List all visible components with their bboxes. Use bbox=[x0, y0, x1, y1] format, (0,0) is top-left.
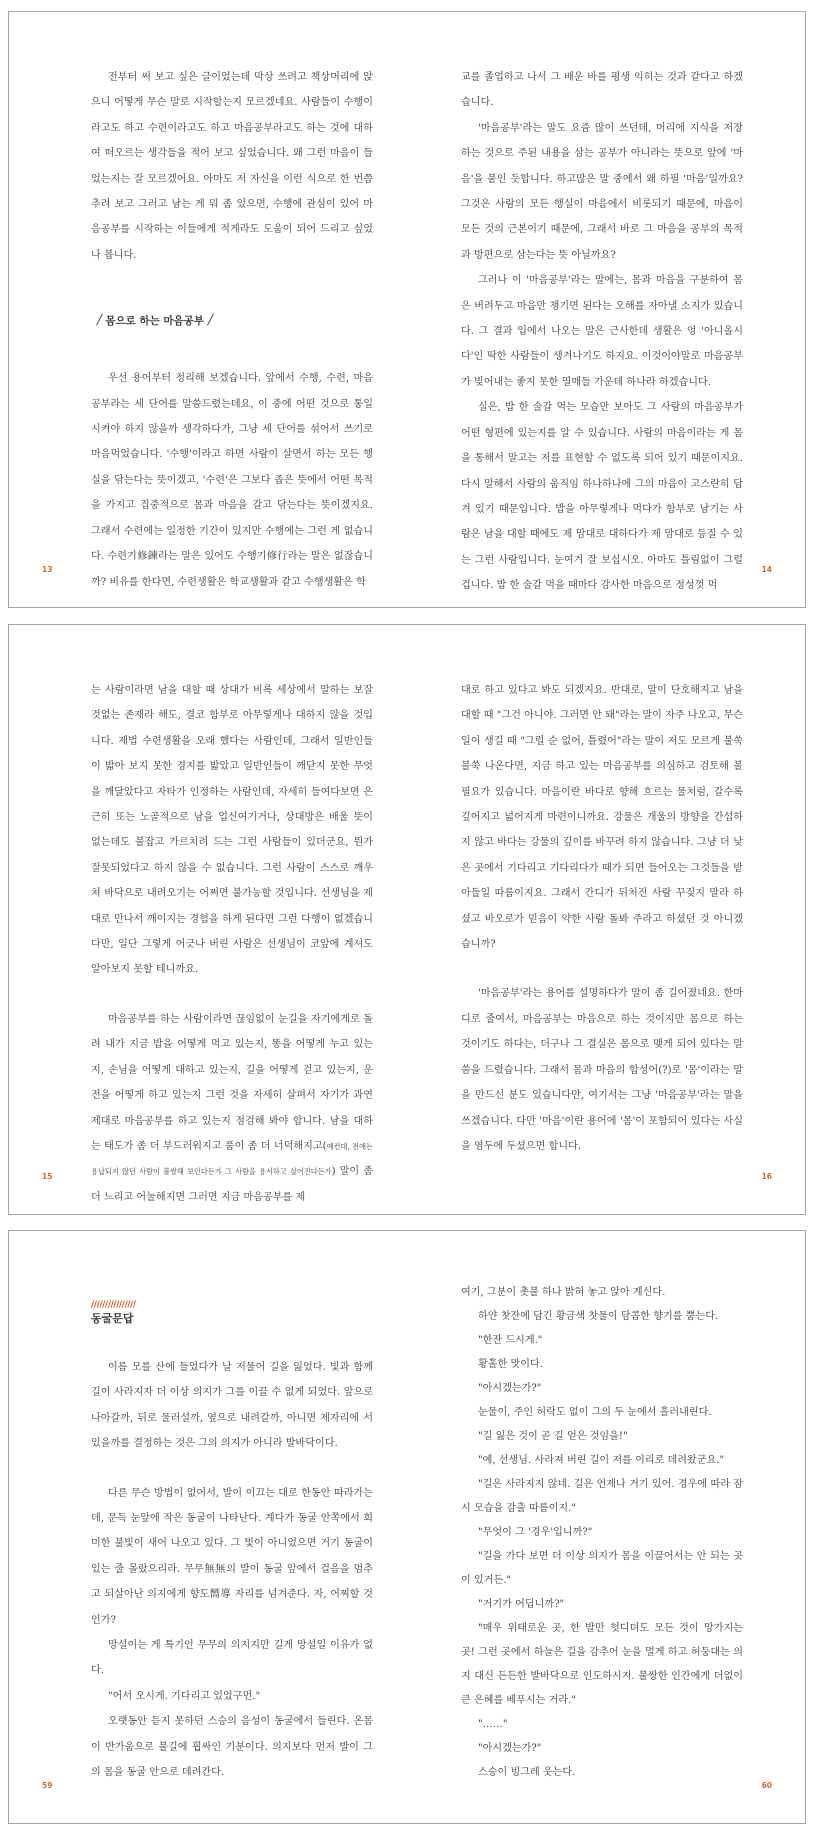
inline-small-note: 예컨대, 전에는 용납되지 않던 사람이 불쌍해 보인다든가 그 사람을 용서하고 싶어진다든가 bbox=[91, 1141, 373, 1177]
page-spread-15-16 bbox=[8, 624, 806, 1215]
paragraph: 실은, 밥 한 술갈 먹는 모습만 보아도 그 사람의 마음공부가 어떤 형편에 있는지를 알 수 있습니다. 사람의 마음이라는 게 몸을 통해서 말고는 저를 표현할 수 없도록 되어 있기 때문이지요. 다시 말해서 사람의 움직임 하나하나에 그의 마음이 고스란히 담겨 있기 때문입니다. 밥을 아무렇게나 먹다가 함부로 남기는 사람은 남을 대할 때에도 제 맘대로 대하다가 제 맘대로 등질 수 있는 그런 사람입니다. 눈여겨 잘 보십시오. 아마도 틀림없이 그럴 겁니다. 밥 한 술갈 먹을 때마다 감사한 마음으로 정성껏 먹 bbox=[461, 402, 743, 592]
intro-paragraph: 전부터 써 보고 싶은 글이었는데 막상 쓰려고 책상머리에 앉으니 어떻게 무슨 말로 시작할는지 모르겠네요. 사람들이 수행이라고도 하고 수련이라고도 하고 마음공부라고도 하는 것에 대하여 떠오르는 생각들을 적어 보고 싶었습니다. 왜 그런 마음이 들었는지는 잘 모르겠어요. 아마도 저 자신을 이런 식으로 한 번쯤 추려 보고 그러고 남는 게 뭐 좀 있으면, 수행에 관심이 있어 마음공부를 시작하는 이들에게 적게라도 도움이 되어 드리고 싶었나 봅니다. bbox=[91, 72, 373, 261]
dialog-line: "……" bbox=[478, 1719, 508, 1730]
paragraph: 그러나 이 '마음공부'라는 말에는, 몸과 마음을 구분하여 몸은 버려두고 마음만 챙기면 된다는 오해를 자아낼 소지가 있습니다. 그 결과 입에서 나오는 말은 근사한데 생활은 엉 '아니올시다'인 딱한 사람들이 생겨나기도 하지요. 이것이야말로 마음공부가 빚어내는 좋지 못한 열매들 가운데 하나라 하겠습니다. bbox=[461, 275, 743, 388]
paragraph: "어서 오시게. 기다리고 있었구먼." bbox=[108, 1690, 261, 1702]
page-59-text bbox=[91, 1299, 373, 1786]
heading-slash-right: / bbox=[205, 312, 215, 329]
dialog-line: "무엇이 그 '경우'입니까?" bbox=[478, 1527, 593, 1538]
dialog-line: 스승이 빙그레 웃는다. bbox=[478, 1767, 576, 1778]
dialog-line: "길은 사라지지 않네. 길은 언제나 거기 있어. 경우에 따라 잠시 모습을 감출 따름이지." bbox=[461, 1479, 743, 1514]
page-15-text bbox=[91, 678, 373, 1210]
dialog-line: "매우 위태로운 곳, 한 발만 헛디뎌도 모든 것이 망가지는 곳! 그런 곳에서 하늘은 길을 감추어 눈을 멀게 하고 허둥대는 의지 대신 든든한 발바닥으로 인도하시지. 불쌍한 인간에게 더없이 큰 은혜를 베푸시는 거라." bbox=[461, 1623, 743, 1706]
page-number: 60 bbox=[761, 1781, 772, 1790]
dialog-line: "거기가 어딥니까?" bbox=[478, 1599, 565, 1610]
dialog-line: 여기, 그분이 촛불 하나 밝혀 놓고 앉아 계신다. bbox=[461, 1287, 666, 1298]
page-number: 13 bbox=[42, 565, 53, 574]
page-16-text bbox=[461, 678, 743, 1159]
paragraph: 대로 하고 있다고 봐도 되겠지요. 반대로, 말이 단호해지고 남을 대할 때 "그건 아니야. 그러면 안 돼"라는 말이 자주 나오고, 무슨 일이 생길 때 "그럴 순 없어, 틀렸어"라는 말이 저도 모르게 불쑥불쑥 나온다면, 지금 하고 있는 마음공부를 의심하고 검토해 볼 필요가 있습니다. 마음이란 바다로 향해 흐르는 물처럼, 갈수록 깊어지고 넓어지게 마련이니까요. 강물은 개울의 방향을 간섭하지 않고 바다는 강물의 깊이를 바꾸려 하지 않습니다. 그냥 더 낮은 곳에서 기다리고 기다리다가 때가 되면 들어오는 그것들을 받아들일 따름이지요. 그래서 간디가 뒤처진 사람 꾸짖지 말라 하셨고 바오로가 믿음이 약한 사람 돌봐 주라고 하셨던 것 아니겠습니까? bbox=[461, 685, 743, 951]
page-number: 16 bbox=[761, 1172, 772, 1181]
page-14-text bbox=[461, 65, 743, 599]
chapter-title: 동굴문답 bbox=[91, 1312, 134, 1325]
paragraph: 는 사람이라면 남을 대할 때 상대가 비록 세상에서 말하는 보잘것없는 존재라 해도, 결코 함부로 아무렇게나 대하지 않을 것입니다. 제법 수련생활을 오래 했다는 사람인데, 그래서 일반인들이 밟아 보지 못한 경지를 밟았고 일반인들이 깨닫지 못한 무엇을 깨달았다고 자타가 인정하는 사람인데, 자세히 들여다보면 은근히 또는 노골적으로 남을 업신여기거나, 상대방은 배울 뜻이 없는데도 불잡고 가르치려 드는 그런 사람들이 있더군요, 뭔가 잘못되었다고 하지 않을 수 없습니다. 그런 사람이 스스로 깨우쳐 바닥으로 내려오기는 어쩌면 불가능할 것입니다. 선생님을 제대로 만나서 깨이지는 경험을 하게 된다면 그런 다행이 없겠습니다만, 일단 그렇게 어긋나 버린 사람은 선생님이 코앞에 계셔도 알아보지 못할 테니까요. bbox=[91, 685, 373, 976]
paragraph: 교를 졸업하고 나서 그 배운 바를 평생 익히는 것과 같다고 하겠습니다. bbox=[461, 72, 743, 109]
page-13-text bbox=[91, 65, 373, 595]
paragraph: 망설이는 게 특기인 무무의 의지지만 길게 망설일 이유가 없다. bbox=[91, 1640, 373, 1677]
paragraph: 오랫동안 듣지 못하던 스승의 음성이 동굴에서 들린다. 온몸이 반가움으로 불길에 휩싸인 기분이다. 의지보다 먼저 발이 그의 몸을 동굴 안으로 데려간다. bbox=[91, 1716, 373, 1779]
dialog-line: 황홀한 맛이다. bbox=[478, 1359, 543, 1370]
dialog-line: "길을 가다 보면 더 이상 의지가 몸을 이끌어서는 안 되는 곳이 있거든." bbox=[461, 1551, 743, 1586]
paragraph-part: ) 말이 좀 더 느리고 어눌해지면 그러면 지금 마음공부를 제 bbox=[91, 1166, 373, 1203]
heading-slash-left: / bbox=[95, 312, 104, 329]
paragraph: '마음공부'라는 용어를 설명하다가 말이 좀 길어졌네요. 한마디로 줄여서, 마음공부는 마음으로 하는 것이지만 몸으로 하는 것이기도 하다는, 더구나 그 결실은 몸으로 맺게 되어 있다는 말씀을 드렸습니다. 그래서 몸과 마음의 합성어(?)로 '몸'이라는 말을 만드신 분도 있습니다만, 여기서는 그냥 '마음공부'라는 말을 쓰겠습니다. 다만 '마음'이란 용어에 '몸'이 포함되어 있다는 사실을 염두에 두셨으면 합니다. bbox=[461, 988, 743, 1152]
paragraph: '마음공부'라는 말도 요즘 많이 쓰던데, 머리에 지식을 저장하는 것으로 주된 내용을 삼는 공부가 아니라는 뜻으로 앞에 '마음'을 붙인 듯합니다. 하고많은 말 중에서 왜 하필 '마음'일까요? 그것은 사람의 모든 행실이 마음에서 비롯되기 때문에, 마음이 모든 것의 근본이기 때문에, 그래서 바로 그 마음을 공부의 목적과 방편으로 삼는다는 뜻 아닐까요? bbox=[461, 122, 743, 261]
paragraph: 이름 모를 산에 들었다가 날 저물어 길을 잃었다. 빛과 함께 길이 사라지자 더 이상 의지가 그를 이끌 수 없게 되었다. 앞으로 나아갈까, 뒤로 물러설까, 옆으로 내려갈까, 아니면 제자리에 서 있을까를 결정하는 것은 그의 의지가 아니라 발바닥이다. bbox=[91, 1362, 373, 1450]
page-spread-59-60 bbox=[8, 1230, 806, 1824]
dialog-line: "예, 선생님. 사라져 버린 길이 저를 이리로 데려왔군요." bbox=[478, 1455, 725, 1466]
page-number: 59 bbox=[42, 1781, 53, 1790]
section-heading bbox=[91, 308, 373, 332]
page-number: 14 bbox=[761, 565, 772, 574]
body-paragraph: 우선 용어부터 정리해 보겠습니다. 앞에서 수행, 수련, 마음공부라는 세 단어를 말씀드렸는데요, 이 중에 어떤 것으로 통일시켜야 하지 않을까 생각하다가, 그냥 세 단어를 섞어서 쓰기로 마음먹었습니다. '수행'이라고 하면 사람이 살면서 하는 모든 행실을 닦는다는 뜻이겠고, '수련'은 그보다 좁은 뜻에서 어떤 목적을 가지고 집중적으로 몸과 마음을 갈고 닦는다는 뜻이겠지요. 그래서 수련에는 일정한 기간이 있지만 수행에는 그런 게 없습니다. 수련기修鍊라는 말은 있어도 수행기修行라는 말은 없잖습니까? 비유를 한다면, 수련생활은 학교생활과 같고 수행생활은 학 bbox=[91, 373, 373, 588]
paragraph bbox=[91, 1007, 373, 1210]
dialog-line: "한잔 드시게." bbox=[478, 1335, 543, 1346]
section-title: 몸으로 하는 마음공부 bbox=[105, 315, 204, 328]
dialog-line: "길 잃은 것이 곧 길 얻은 것임을!" bbox=[478, 1431, 628, 1442]
paragraph: 다른 무슨 방법이 없어서, 발이 이끄는 대로 한동안 따라가는데, 문득 눈앞에 작은 동굴이 나타난다. 계다가 동굴 안쪽에서 희미한 불빛이 새어 나오고 있다. 그 빛이 아니었으면 거기 동굴이 있는 줄 몰랐으리라. 무무無無의 발이 동굴 앞에서 걸음을 멈추고 되살아난 의지에게 향도嚮導 자리를 넘겨준다. 자, 어찌할 것인가? bbox=[91, 1487, 373, 1626]
page-spread-13-14 bbox=[8, 11, 806, 608]
page-number: 15 bbox=[42, 1172, 53, 1181]
dialog-line: "아시겠는가?" bbox=[478, 1743, 542, 1754]
paragraph-part: 마음공부를 하는 사람이라면 끊임없이 눈길을 자기에게로 돌려 내가 지금 밥을 어떻게 먹고 있는지, 똥을 어떻게 누고 있는지, 손님을 어떻게 대하고 있는지, 길을 어떻게 걷고 있는지, 운전을 어떻게 하고 있는지 그런 것을 자세히 살펴서 자기가 과연 제대로 마음공부를 하고 있는지 점검해 봐야 합니다. 남을 대하는 태도가 좀 더 부드러워지고 품이 좀 더 너덕해지고( bbox=[91, 1013, 373, 1152]
dialog-line: "아시겠는가?" bbox=[478, 1383, 542, 1394]
chapter-heading bbox=[91, 1299, 373, 1327]
heading-decoration: //////////////// bbox=[91, 1300, 136, 1310]
page-60-text bbox=[461, 1281, 743, 1785]
dialog-line: 하얀 찻잔에 담긴 황금색 찻물이 담콤한 향기를 뿜는다. bbox=[478, 1311, 719, 1322]
dialog-line: 눈물이, 주인 허락도 없이 그의 두 눈에서 흘러내린다. bbox=[478, 1407, 712, 1418]
